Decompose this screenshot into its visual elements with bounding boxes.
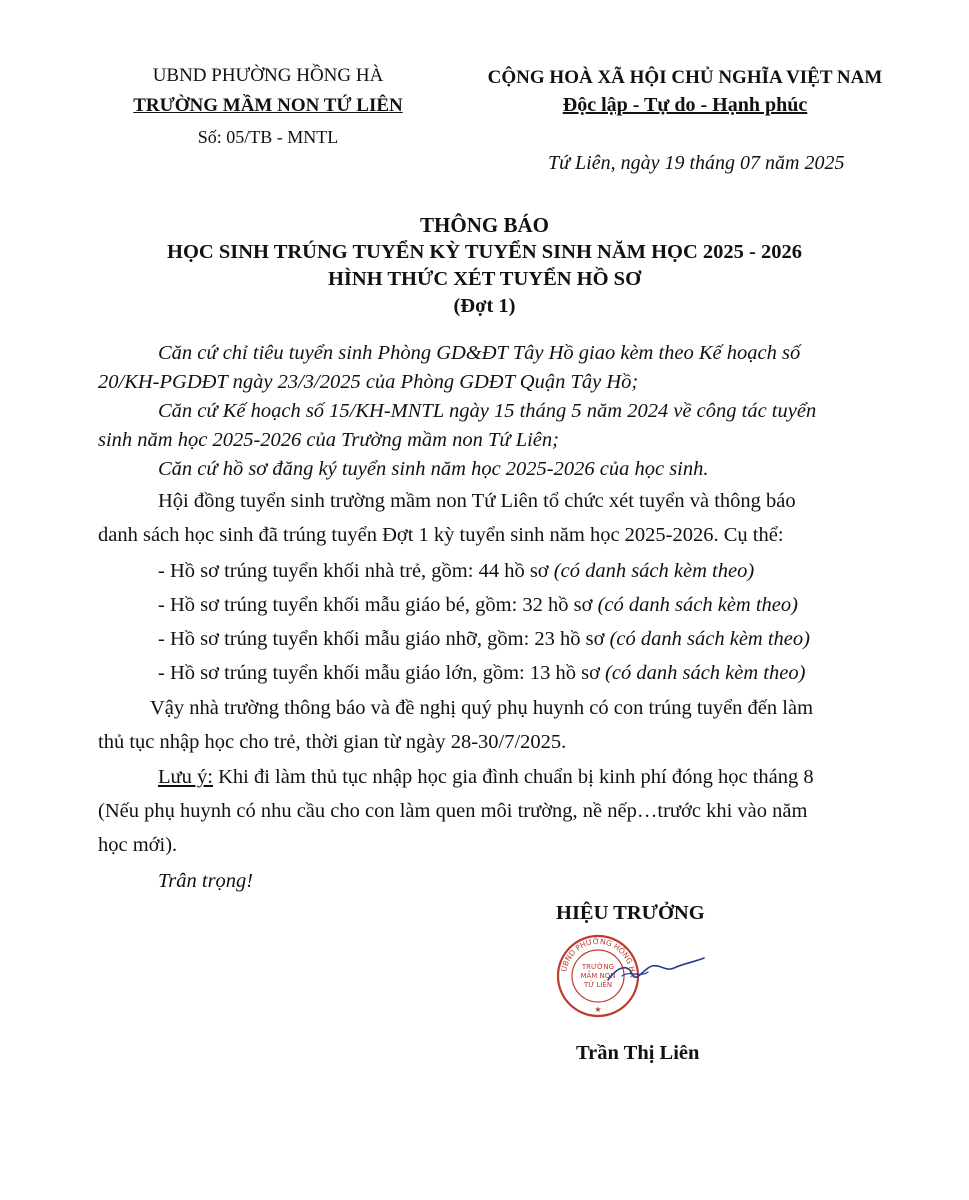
- paragraph-1-line-2: danh sách học sinh đã trúng tuyển Đợt 1 kỳ tuyển sinh năm học 2025-2026. Cụ thể:: [98, 524, 784, 546]
- document-number: Số: 05/TB - MNTL: [197, 127, 339, 147]
- list-item: [158, 560, 754, 583]
- list-item-text: - Hồ sơ trúng tuyển khối mẫu giáo lớn, gồm: 13 hồ sơ: [158, 662, 606, 684]
- note-line-3: học mới).: [98, 834, 178, 856]
- national-title: CỘNG HOÀ XÃ HỘI CHỦ NGHĨA VIỆT NAM: [487, 67, 883, 88]
- signer-role: HIỆU TRƯỞNG: [556, 902, 705, 924]
- basis-1-line-2: 20/KH-PGDĐT ngày 23/3/2025 của Phòng GDĐT Quận Tây Hồ;: [98, 371, 639, 393]
- title-round: (Đợt 1): [453, 295, 516, 317]
- note-line-1: [158, 766, 814, 789]
- handwritten-signature: [608, 958, 704, 980]
- national-motto-text: Độc lập - Tự do - Hạnh phúc: [562, 94, 808, 116]
- stamp-line-3: TỨ LIÊN: [583, 981, 613, 989]
- official-stamp: [548, 928, 718, 1028]
- title-method: HÌNH THỨC XÉT TUYỂN HỒ SƠ: [327, 268, 642, 290]
- issuing-authority: UBND PHƯỜNG HỒNG HÀ: [152, 65, 384, 86]
- basis-1-line-1: Căn cứ chỉ tiêu tuyển sinh Phòng GD&ĐT Tây Hồ giao kèm theo Kế hoạch số: [158, 342, 801, 364]
- list-item: [158, 594, 798, 617]
- list-item-text: - Hồ sơ trúng tuyển khối mẫu giáo bé, gồm: 32 hồ sơ: [158, 594, 598, 616]
- paragraph-2-line-2: thủ tục nhập học cho trẻ, thời gian từ ngày 28-30/7/2025.: [98, 731, 567, 753]
- list-item: [158, 628, 810, 651]
- stamp-line-1: TRƯỜNG: [581, 963, 615, 971]
- closing: Trân trọng!: [158, 870, 254, 892]
- list-item-note: (có danh sách kèm theo): [605, 662, 806, 684]
- list-item: [158, 662, 805, 685]
- list-item-note: (có danh sách kèm theo): [553, 560, 755, 582]
- title-notice: THÔNG BÁO: [420, 213, 549, 237]
- signer-name: Trần Thị Liên: [576, 1042, 700, 1064]
- note-text: Khi đi làm thủ tục nhập học gia đình chuẩn bị kinh phí đóng học tháng 8: [212, 766, 814, 788]
- national-motto: [470, 92, 900, 119]
- date-line: Tứ Liên, ngày 19 tháng 07 năm 2025: [548, 152, 845, 174]
- list-item-text: - Hồ sơ trúng tuyển khối nhà trẻ, gồm: 44 hồ sơ: [158, 560, 554, 582]
- school-name-text: TRƯỜNG MẦM NON TỨ LIÊN: [133, 95, 403, 116]
- basis-3: Căn cứ hồ sơ đăng ký tuyển sinh năm học 2025-2026 của học sinh.: [158, 458, 709, 480]
- note-label: Lưu ý:: [158, 766, 213, 788]
- list-item-note: (có danh sách kèm theo): [609, 628, 810, 650]
- title-subject: HỌC SINH TRÚNG TUYỂN KỲ TUYỂN SINH NĂM HỌC 2025 - 2026: [167, 241, 802, 263]
- basis-2-line-1: Căn cứ Kế hoạch số 15/KH-MNTL ngày 15 tháng 5 năm 2024 về công tác tuyển: [158, 400, 817, 422]
- school-name: [118, 92, 418, 119]
- list-item-note: (có danh sách kèm theo): [597, 594, 798, 616]
- basis-2-line-2: sinh năm học 2025-2026 của Trường mầm non Tứ Liên;: [98, 429, 559, 451]
- paragraph-1-line-1: Hội đồng tuyển sinh trường mầm non Tứ Liên tổ chức xét tuyển và thông báo: [158, 490, 796, 512]
- paragraph-2-line-1: Vậy nhà trường thông báo và đề nghị quý phụ huynh có con trúng tuyển đến làm: [150, 697, 814, 719]
- stamp-top-text: UBND PHƯỜNG HỒNG HÀ: [559, 936, 638, 978]
- stamp-line-2: MẦM NON: [580, 972, 616, 980]
- list-item-text: - Hồ sơ trúng tuyển khối mẫu giáo nhỡ, gồm: 23 hồ sơ: [158, 628, 610, 650]
- stamp-star-icon: ★: [594, 1005, 602, 1014]
- note-line-2: (Nếu phụ huynh có nhu cầu cho con làm quen môi trường, nề nếp…trước khi vào năm: [98, 800, 808, 822]
